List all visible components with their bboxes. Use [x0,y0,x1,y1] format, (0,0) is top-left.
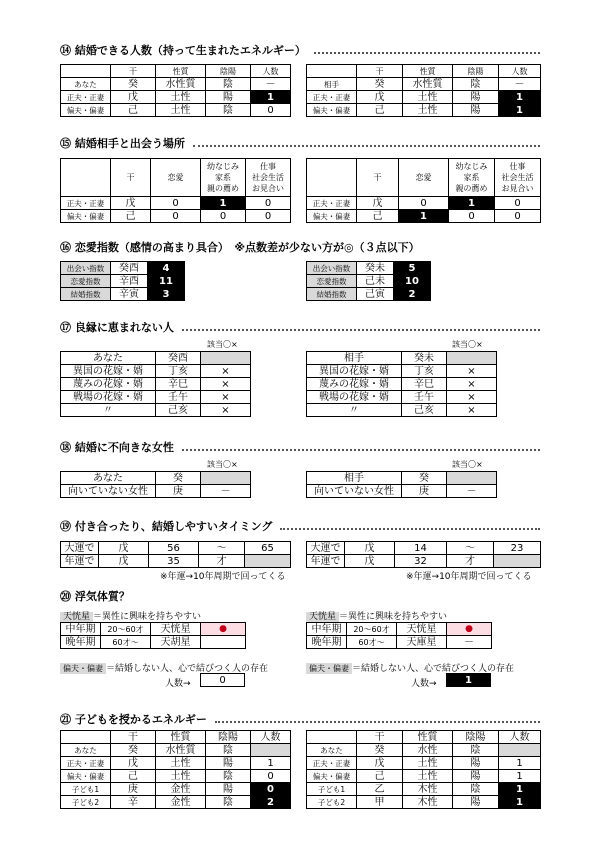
table-cell: 11 [148,275,185,288]
table-cell: 癸未 [357,262,394,275]
table-cell: 年運で [307,555,345,568]
table-cell: 1 [399,210,449,223]
table-cell: 陰 [206,744,251,757]
table-cell: 陰 [206,104,251,117]
table-cell: 0 [251,783,291,796]
table-cell: 陰陽 [206,65,251,78]
table-cell: 戊 [111,757,156,770]
table-cell: 大運で [61,542,99,555]
s18-left-table [60,471,251,498]
table-cell: － [251,78,291,91]
s19-right-note: ※年運→10年周期で回ってくる [406,572,532,582]
table-cell: × [201,365,251,378]
table-cell: 辛寅 [111,288,148,301]
table-cell [307,731,357,744]
table-cell: 陰陽 [453,731,499,744]
table-cell: 癸 [402,472,447,485]
section-16-title: ⑯ 恋愛指数（感情の高まり具合） ※点数差が少ない方が◎（３点以下） [60,241,420,254]
table-cell: 恋愛指数 [307,275,357,288]
table-cell [61,159,111,197]
table-cell: × [447,378,497,391]
section-18-title: ⑱ 結婚に不向きな女性 [60,440,540,454]
table-cell: 正夫・正妻 [61,197,111,210]
table-cell: 正夫・正妻 [61,757,111,770]
s19-left-table [60,541,291,568]
table-cell: 偏夫・偏妻 [61,104,111,117]
table-cell: 1 [499,757,541,770]
table-cell: 性質 [156,65,206,78]
table-cell: 己 [357,210,399,223]
table-cell: 陽 [453,91,499,104]
table-cell: 干 [357,159,399,197]
table-cell: 水性質 [156,744,206,757]
table-cell: あなた [61,78,111,91]
section-16 [60,240,540,254]
table-cell: 己 [111,104,156,117]
section-17-title: ⑰ 良縁に恵まれない人 [60,320,540,334]
table-cell: 陽 [206,91,251,104]
table-cell: － [499,78,541,91]
table-cell: 金性 [156,796,206,809]
table-cell: 相手 [307,352,402,365]
section-17 [60,320,540,334]
table-cell: 辛巳 [156,378,201,391]
table-cell: 干 [357,65,403,78]
table-cell: 癸 [111,744,156,757]
table-cell: 65 [245,542,291,555]
table-cell: 戊 [99,555,149,568]
table-cell: 壬午 [156,391,201,404]
table-cell: 土性 [403,757,453,770]
table-cell: ～ [199,542,245,555]
table-cell: 陰陽 [453,65,499,78]
table-cell: 結婚指数 [307,288,357,301]
table-cell: 1 [449,197,495,210]
table-cell: 己 [357,104,403,117]
table-cell: 0 [246,197,291,210]
table-cell: 天胡星 [151,636,201,649]
section-14-title: ⑭ 結婚できる人数（持って生まれたエネルギー） [60,43,540,57]
table-cell: 木性 [403,796,453,809]
table-cell: × [447,391,497,404]
table-cell: × [201,391,251,404]
table-cell: 20～60才 [347,623,397,636]
table-cell: 庚 [111,783,156,796]
table-cell: 辛巳 [402,378,447,391]
table-cell: 2 [251,796,291,809]
table-cell: 干 [111,731,156,744]
table-cell: 己亥 [402,404,447,417]
table-cell: 0 [201,674,245,687]
table-cell: 偏夫・偏妻 [61,770,111,783]
table-cell: 戊 [357,91,403,104]
table-cell: 正夫・正妻 [307,757,357,770]
table-cell: 天恍星 [397,623,447,636]
table-cell: 水性質 [403,78,453,91]
s17-left-table [60,351,251,417]
table-cell: 出会い指数 [61,262,111,275]
table-cell: あなた [61,472,156,485]
table-cell: × [201,404,251,417]
table-cell: 1 [499,104,541,117]
table-cell: 辛 [111,796,156,809]
table-cell: 陰 [206,796,251,809]
table-cell: 晩年期 [307,636,347,649]
table-cell: 陽 [453,796,499,809]
table-cell: × [447,404,497,417]
table-cell: 丁亥 [402,365,447,378]
table-cell: 己 [357,770,403,783]
table-cell: 陽 [206,783,251,796]
s18-right-hit-label: 該当〇× [452,460,483,469]
table-cell: 35 [149,555,199,568]
table-cell: 0 [495,210,541,223]
table-cell: 己未 [357,275,394,288]
section-21-title: ㉑ 子どもを授かるエネルギー [60,712,540,726]
section-14 [60,43,540,57]
table-cell: 陽 [453,757,499,770]
table-cell: 天恍星 [151,623,201,636]
table-cell: 庚 [156,485,201,498]
table-cell: 戦場の花嫁・婿 [307,391,402,404]
table-cell: 0 [449,210,495,223]
table-cell: 0 [251,770,291,783]
table-cell: 相手 [307,472,402,485]
table-cell: 陰 [453,78,499,91]
table-cell: 陽 [206,757,251,770]
s20-left-henpu-desc: ＝結婚しない人、心で結びつく人の存在 [106,664,269,674]
table-cell: あなた [307,744,357,757]
table-cell: 0 [399,197,449,210]
table-cell: 戊 [357,757,403,770]
table-cell: 20～60才 [101,623,151,636]
table-cell: 蔑みの花嫁・婿 [61,378,156,391]
section-15 [60,136,540,150]
table-cell: 戦場の花嫁・婿 [61,391,156,404]
table-cell: 性質 [403,65,453,78]
table-cell: 陰 [453,744,499,757]
table-cell: 干 [357,731,403,744]
table-cell: 金性 [156,783,206,796]
table-cell: 60才～ [101,636,151,649]
table-cell: 〃 [307,404,402,417]
table-cell: 陽 [453,104,499,117]
table-cell: 幼なじみ 家系 親の薦め [449,159,495,197]
table-cell: × [447,365,497,378]
table-cell: 結婚指数 [61,288,111,301]
table-cell [201,472,251,485]
table-cell: － [447,636,492,649]
table-cell: 水性 [403,744,453,757]
s20-right-star: 天恍星 [306,612,339,622]
table-cell: 己寅 [357,288,394,301]
table-cell: 人数 [499,731,541,744]
table-cell: 陰 [206,770,251,783]
table-cell [61,731,111,744]
table-cell: 天庫星 [397,636,447,649]
table-cell: 偏夫・偏妻 [307,770,357,783]
table-cell [447,472,497,485]
table-cell: 干 [111,159,151,197]
s20-right-count [446,673,491,687]
table-cell: 土性 [403,91,453,104]
table-cell: 1 [499,91,541,104]
table-cell [494,555,541,568]
table-cell: 水性質 [156,78,206,91]
s15-left-table [60,158,291,223]
table-cell: 癸 [111,78,156,91]
table-cell: 1 [201,197,246,210]
table-cell: 恋愛 [399,159,449,197]
section-15-title: ⑮ 結婚相手と出会う場所 [60,136,540,150]
s15-right-table [306,158,541,223]
table-cell: 偏夫・偏妻 [307,210,357,223]
table-cell: 中年期 [307,623,347,636]
table-cell: 0 [246,210,291,223]
table-cell [201,352,251,365]
s20-left-henpu: 偏夫・偏妻 [60,663,106,674]
table-cell: 1 [447,674,491,687]
s16-right-table [306,261,431,301]
table-cell: 晩年期 [61,636,101,649]
table-cell [307,65,357,78]
table-cell: 偏夫・偏妻 [307,104,357,117]
s19-right-table [306,541,541,568]
table-cell: 戊 [345,555,395,568]
table-cell: 甲 [357,796,403,809]
table-cell: 5 [394,262,431,275]
table-cell: 正夫・正妻 [61,91,111,104]
section-19 [60,519,540,533]
table-cell: 土性 [403,770,453,783]
table-cell: 1 [499,796,541,809]
table-cell [307,159,357,197]
section-21 [60,712,540,726]
table-cell: 土性 [156,770,206,783]
s20-left-table [60,622,246,649]
table-cell: 0 [495,197,541,210]
table-cell: 子ども1 [61,783,111,796]
table-cell [251,744,291,757]
table-cell: 60才～ [347,636,397,649]
table-cell: 土性 [156,91,206,104]
table-cell: 56 [149,542,199,555]
s20-left-star-desc: ＝異性に興味を持ちやすい [93,612,202,622]
section-20 [60,589,540,603]
s20-right-count-label: 人数→ [411,679,437,689]
table-cell: 己 [111,770,156,783]
s14-left-table [60,64,291,117]
table-cell: 癸酉 [111,262,148,275]
s16-left-table [60,261,185,301]
section-18 [60,440,540,454]
s17-right-table [306,351,497,417]
table-cell [447,352,497,365]
s18-right-table [306,471,497,498]
table-cell: 戊 [111,91,156,104]
table-cell: 4 [148,262,185,275]
s17-left-hit-label: 該当〇× [207,340,238,349]
table-cell: 陰陽 [206,731,251,744]
table-cell [61,65,111,78]
table-cell: 土性 [156,757,206,770]
table-cell: 土性 [403,104,453,117]
s20-left-star: 天恍星 [60,612,93,622]
table-cell: 0 [201,210,246,223]
section-20-title: ⑳ 浮気体質？ [60,590,130,603]
s21-right-table [306,730,541,809]
table-cell: 陰 [453,783,499,796]
table-cell: ～ [447,542,494,555]
table-cell: 1 [499,770,541,783]
table-cell: 向いていない女性 [307,485,402,498]
table-cell: 中年期 [61,623,101,636]
table-cell: 才 [447,555,494,568]
table-cell: 己亥 [156,404,201,417]
table-cell: 陽 [453,770,499,783]
table-cell: 丁亥 [156,365,201,378]
table-cell: 癸 [156,472,201,485]
s20-right-star-desc: ＝異性に興味を持ちやすい [339,612,448,622]
table-cell: 陰 [206,78,251,91]
table-cell: 0 [251,104,291,117]
s20-right-table [306,622,492,649]
table-cell: 2 [394,288,431,301]
table-cell [201,636,246,649]
table-cell: 戊 [357,197,399,210]
s21-left-table [60,730,291,809]
table-cell: 癸酉 [156,352,201,365]
table-cell: 乙 [357,783,403,796]
table-cell: ● [447,623,492,636]
table-cell: 人数 [499,65,541,78]
table-cell: 癸 [357,744,403,757]
s20-right-henpu-desc: ＝結婚しない人、心で結びつく人の存在 [352,664,515,674]
table-cell: 辛酉 [111,275,148,288]
table-cell: 性質 [156,731,206,744]
table-cell: 子ども1 [307,783,357,796]
table-cell: 10 [394,275,431,288]
table-cell [245,555,291,568]
s14-right-table [306,64,541,117]
table-cell: 戊 [111,197,151,210]
s20-left-count [200,673,245,687]
table-cell: 大運で [307,542,345,555]
table-cell: 壬午 [402,391,447,404]
table-cell: 異国の花嫁・婿 [61,365,156,378]
table-cell: 己 [111,210,151,223]
table-cell: 偏夫・偏妻 [61,210,111,223]
table-cell: 1 [499,783,541,796]
table-cell: 出会い指数 [307,262,357,275]
table-cell: 仕事 社会生活 お見合い [495,159,541,197]
s20-right-henpu: 偏夫・偏妻 [306,663,352,674]
table-cell: 恋愛指数 [61,275,111,288]
table-cell: × [201,378,251,391]
table-cell: 向いていない女性 [61,485,156,498]
table-cell: 14 [395,542,447,555]
table-cell: 32 [395,555,447,568]
table-cell: 土性 [156,104,206,117]
table-cell: 相手 [307,78,357,91]
s17-right-hit-label: 該当〇× [452,340,483,349]
table-cell: あなた [61,352,156,365]
table-cell: 才 [199,555,245,568]
table-cell: 年運で [61,555,99,568]
table-cell: 仕事 社会生活 お見合い [246,159,291,197]
table-cell: 子ども2 [307,796,357,809]
table-cell: 庚 [402,485,447,498]
s20-left-star-line [60,609,201,622]
table-cell: 癸 [357,78,403,91]
table-cell: 癸未 [402,352,447,365]
table-cell: 3 [148,288,185,301]
table-cell: 子ども2 [61,796,111,809]
table-cell: 異国の花嫁・婿 [307,365,402,378]
s18-left-hit-label: 該当〇× [207,460,238,469]
table-cell: 性質 [403,731,453,744]
table-cell: 人数 [251,65,291,78]
table-cell: 0 [151,210,201,223]
table-cell: 0 [151,197,201,210]
table-cell: 正夫・正妻 [307,197,357,210]
table-cell: 正夫・正妻 [307,91,357,104]
s20-left-count-label: 人数→ [165,679,191,689]
table-cell: 〃 [61,404,156,417]
s19-left-note: ※年運→10年周期で回ってくる [160,572,286,582]
table-cell: 1 [251,757,291,770]
table-cell: 恋愛 [151,159,201,197]
section-19-title: ⑲ 付き合ったり、結婚しやすいタイミング [60,519,540,533]
table-cell [499,744,541,757]
table-cell: 23 [494,542,541,555]
table-cell: 蔑みの花嫁・婿 [307,378,402,391]
table-cell: 木性 [403,783,453,796]
table-cell: ● [201,623,246,636]
s20-right-star-line [306,609,447,622]
table-cell: 幼なじみ 家系 親の薦め [201,159,246,197]
table-cell: 戊 [345,542,395,555]
table-cell: 1 [251,91,291,104]
table-cell: 人数 [251,731,291,744]
table-cell: 戊 [99,542,149,555]
table-cell: あなた [61,744,111,757]
table-cell: － [201,485,251,498]
table-cell: 干 [111,65,156,78]
table-cell: － [447,485,497,498]
